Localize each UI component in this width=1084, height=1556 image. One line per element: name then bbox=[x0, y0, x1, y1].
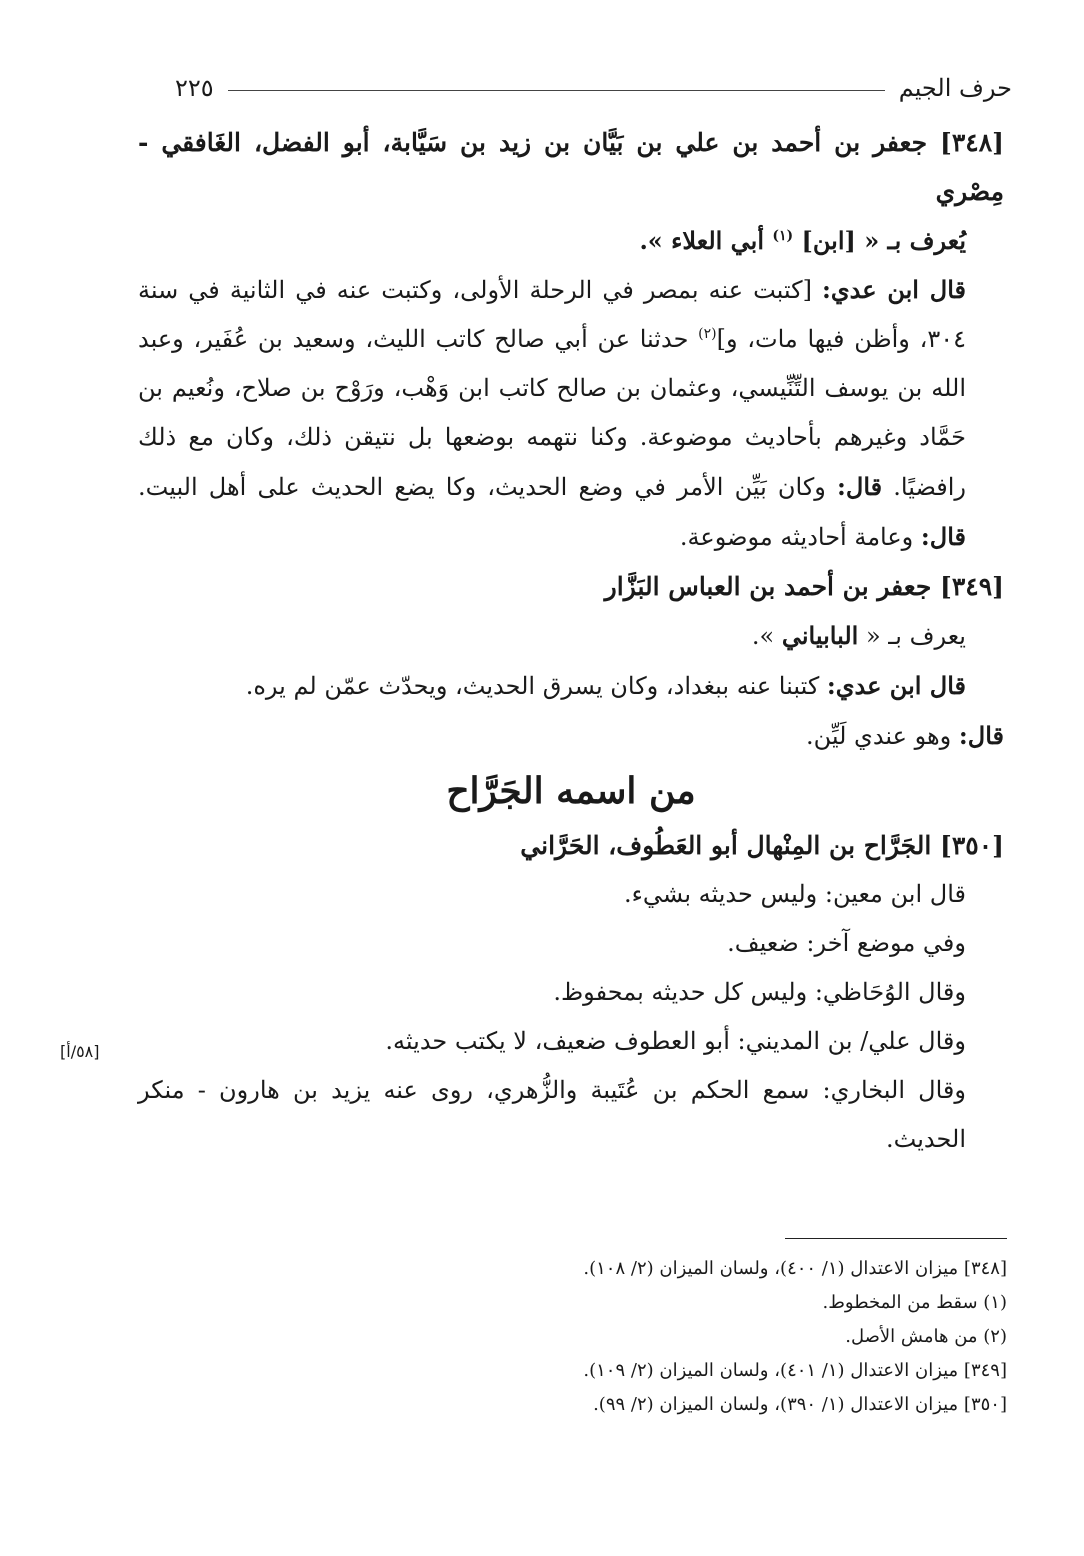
footnote-separator bbox=[785, 1238, 1007, 1239]
running-header bbox=[175, 70, 1012, 106]
entry-350-line-1: قال ابن معين: وليس حديثه بشيء. bbox=[624, 880, 966, 908]
quote-text: كتبنا عنه ببغداد، وكان يسرق الحديث، ويحدّث عمّن لم يره. bbox=[245, 672, 827, 700]
header-rule bbox=[228, 90, 885, 91]
known-as-suffix: ». bbox=[751, 622, 782, 650]
footnotes bbox=[140, 1252, 1007, 1422]
entry-349-paragraph-2 bbox=[138, 711, 1004, 761]
page-number: ٢٢٥ bbox=[175, 74, 214, 102]
main-text bbox=[138, 118, 1004, 1164]
manuscript-folio-note: [٥٨/أ] bbox=[60, 1042, 100, 1061]
footnote-item: (٢) من هامش الأصل. bbox=[845, 1326, 1007, 1347]
entry-349-heading: [٣٤٩] جعفر بن أحمد بن العباس البَزَّار bbox=[604, 572, 1004, 601]
footnote-item: [٣٤٨] ميزان الاعتدال (١/ ٤٠٠)، ولسان الميزان (٢/ ١٠٨). bbox=[583, 1258, 1007, 1279]
footnote-ref-2: (٢) bbox=[698, 326, 717, 342]
entry-349-paragraph-1 bbox=[138, 661, 1004, 711]
quote-label: قال ابن عدي: bbox=[826, 671, 966, 700]
known-as-prefix: يُعرف بـ « [ابن] bbox=[793, 226, 966, 255]
quote-text: وكان بَيِّن الأمر في وضع الحديث، وكا يضع الحديث على أهل البيت. bbox=[138, 473, 838, 501]
known-as-name: البابياني bbox=[781, 621, 859, 650]
entry-350-line-2: وفي موضع آخر: ضعيف. bbox=[727, 929, 966, 957]
entry-350-line-3: وقال الوُحَاظي: وليس كل حديثه بمحفوظ. bbox=[553, 978, 966, 1006]
known-as-name: أبي العلاء ». bbox=[639, 226, 773, 255]
quote-label: قال ابن عدي: bbox=[822, 275, 966, 304]
known-as-prefix: يعرف بـ « bbox=[858, 622, 966, 650]
section-title: من اسمه الجَرَّاح bbox=[446, 770, 696, 812]
quote-text: وعامة أحاديثه موضوعة. bbox=[679, 523, 921, 551]
footnote-ref-1: (١) bbox=[772, 228, 794, 244]
entry-350-line-5: وقال البخاري: سمع الحكم بن عُتَيبة والزُّهري، روى عنه يزيد بن هارون - منكر الحديث. bbox=[138, 1076, 966, 1153]
entry-349-known-as bbox=[138, 611, 1004, 661]
chapter-title: حرف الجيم bbox=[898, 74, 1012, 102]
quote-label: قال: bbox=[837, 472, 883, 501]
footnote-item: [٣٥٠] ميزان الاعتدال (١/ ٣٩٠)، ولسان الميزان (٢/ ٩٩). bbox=[593, 1394, 1007, 1415]
entry-348-heading: [٣٤٨] جعفر بن أحمد بن علي بن بَيَّان بن زيد بن سَيَّابة، أبو الفضل، الغَافقي - مِصْري bbox=[138, 128, 1004, 206]
footnote-item: [٣٤٩] ميزان الاعتدال (١/ ٤٠١)، ولسان الميزان (٢/ ١٠٩). bbox=[583, 1360, 1007, 1381]
entry-348-known-as bbox=[138, 216, 1004, 265]
entry-350-heading: [٣٥٠] الجَرَّاح بن المِنْهال أبو العَطُوف، الحَرَّاني bbox=[520, 831, 1004, 860]
entry-350-line-4: وقال علي/ بن المديني: أبو العطوف ضعيف، لا يكتب حديثه. bbox=[385, 1027, 966, 1055]
quote-text: وهو عندي لَيِّن. bbox=[805, 722, 959, 750]
quote-label: قال: bbox=[958, 721, 1004, 750]
quote-text: [كتبت عنه بمصر في الرحلة الأولى، وكتبت عنه في الثانية في سنة ٣٠٤، وأظن فيها مات، و] bbox=[138, 276, 966, 353]
footnote-item: (١) سقط من المخطوط. bbox=[822, 1292, 1007, 1313]
entry-348-paragraph bbox=[138, 265, 1004, 562]
quote-text: حدثنا عن أبي صالح كاتب الليث، وسعيد بن عُفَير، وعبد الله بن يوسف التِّنِّيسي، وعثمان بن صالح كاتب ابن وَهْب، ورَوْح بن صلاح، ونُعيم بن حَمَّاد وغيرهم بأحاديث موضوعة. وكنا نتهمه بوضعها بل نتيقن ذلك، وكان مع ذلك رافضيًا. bbox=[138, 325, 967, 501]
quote-label: قال: bbox=[920, 522, 966, 551]
